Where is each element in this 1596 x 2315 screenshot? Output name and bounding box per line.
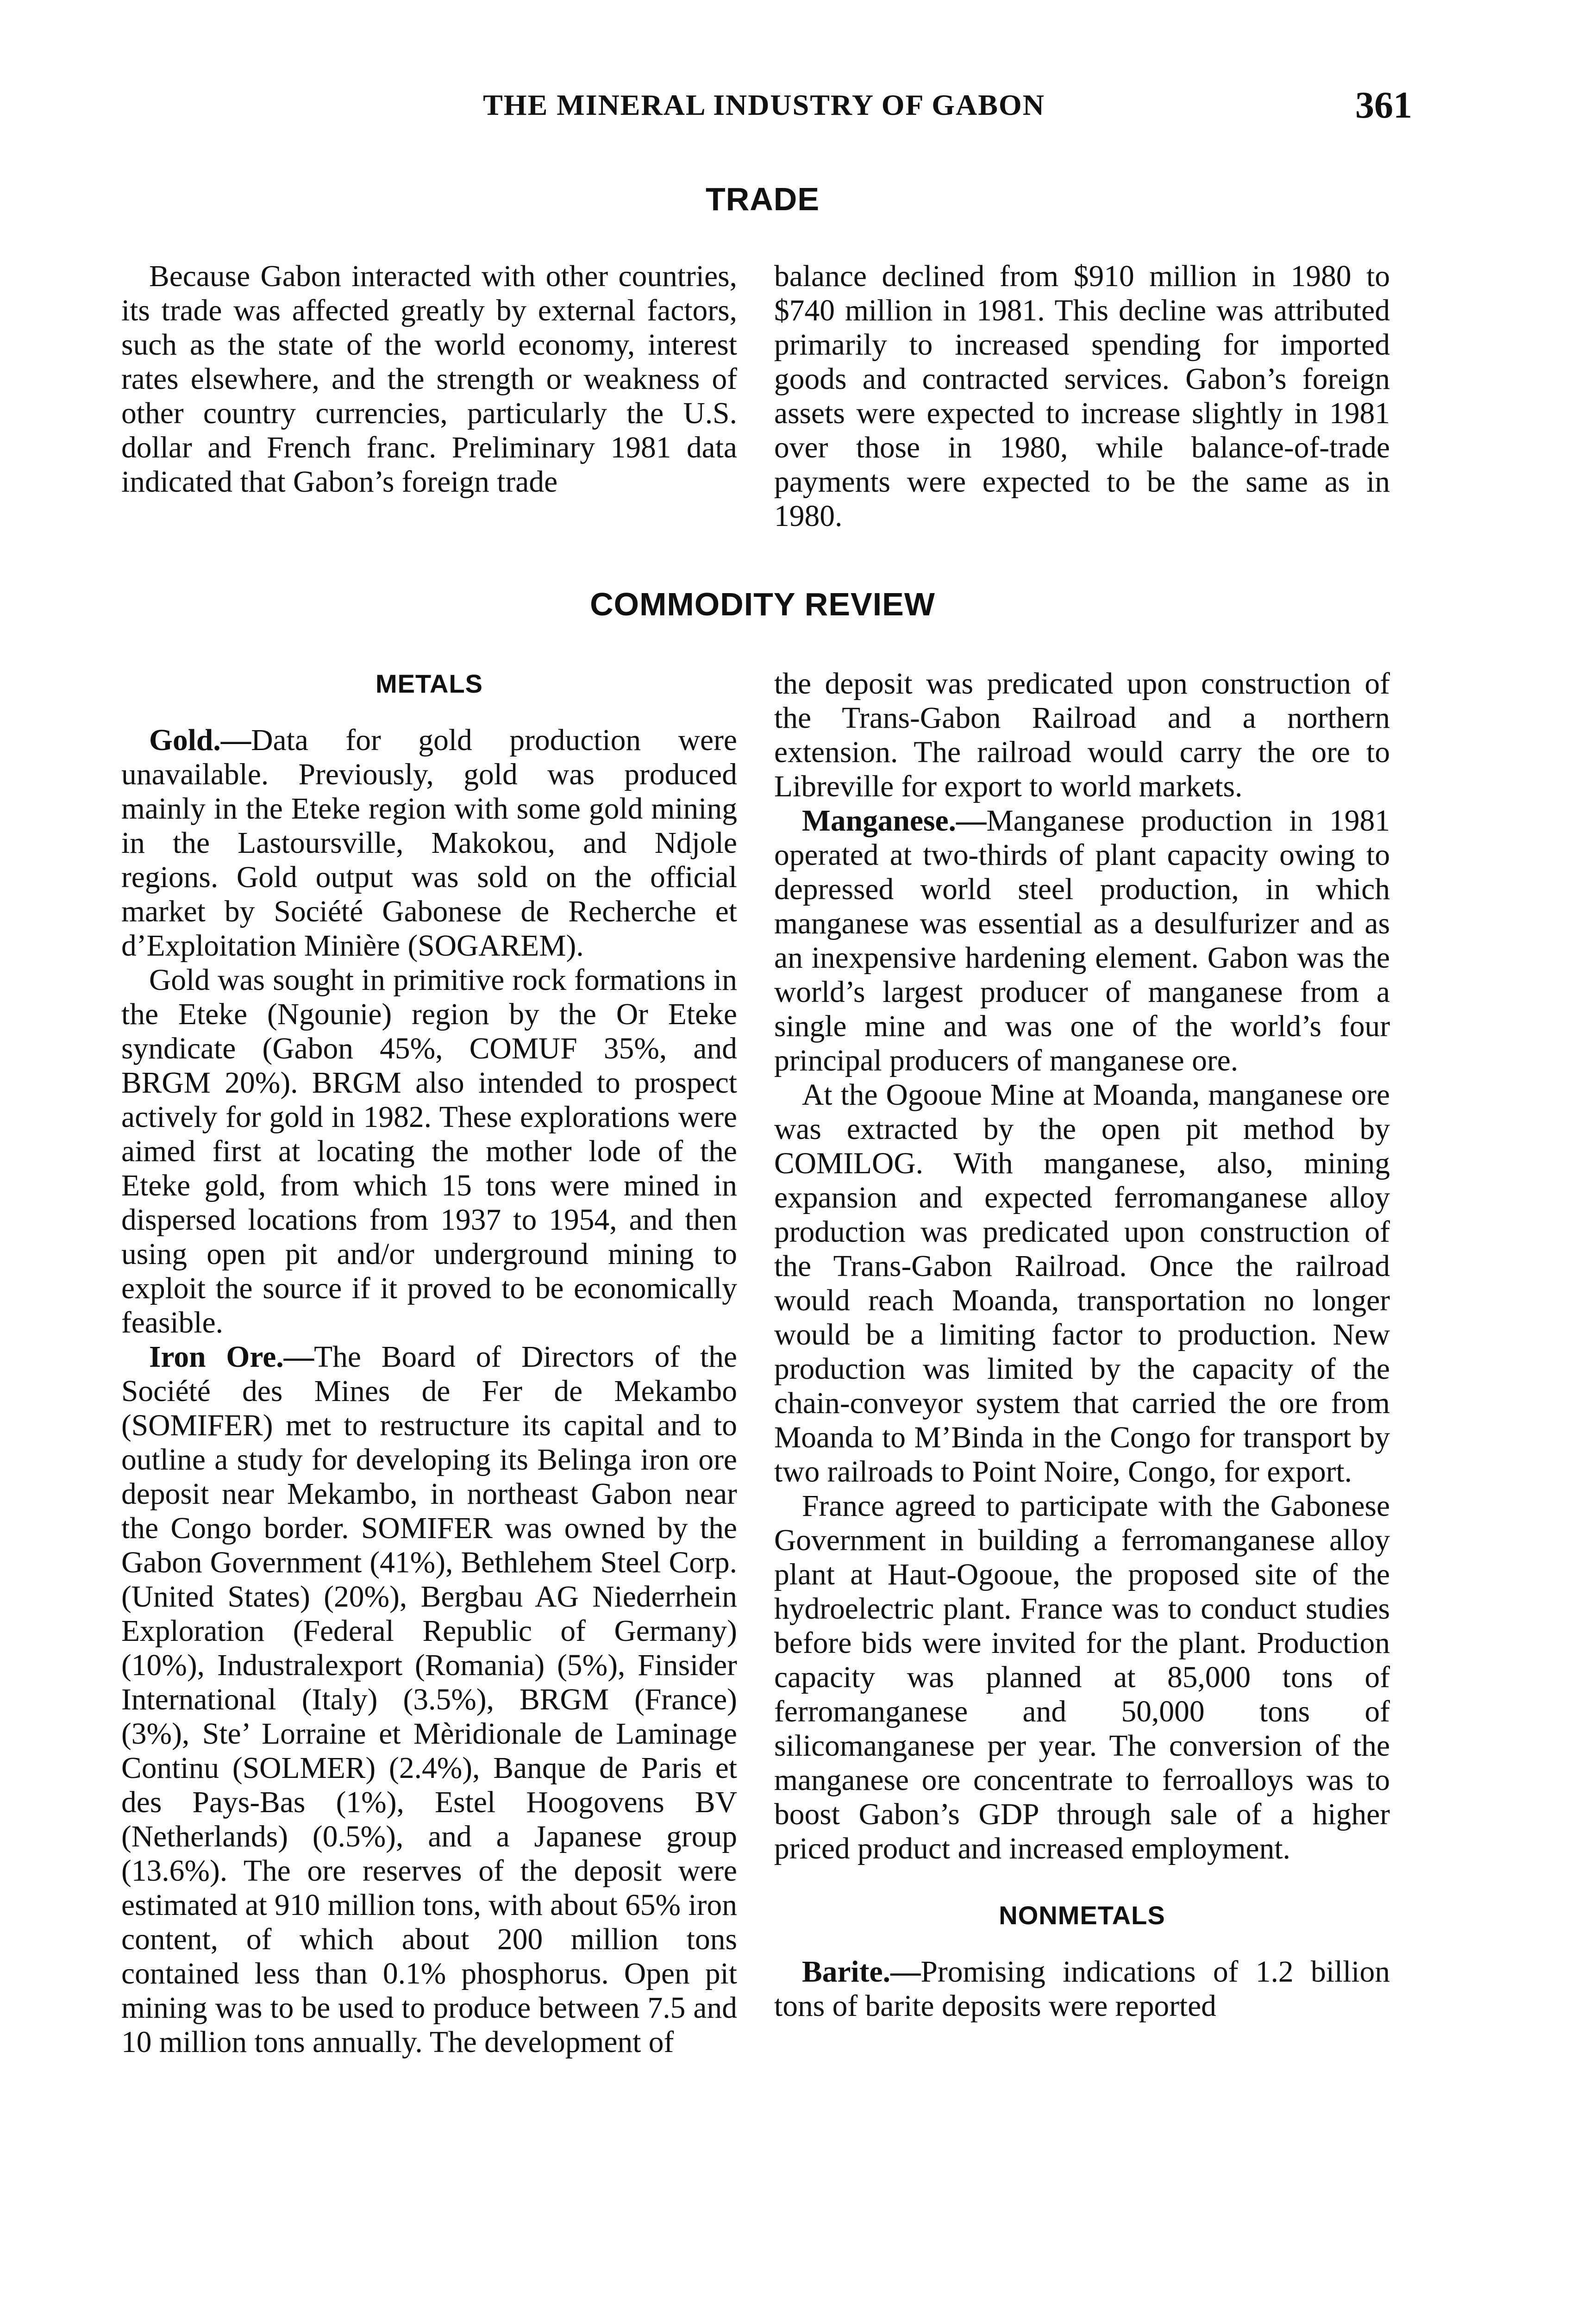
iron-ore-text: The Board of Directors of the Société des Mines de Fer de Mekambo (SOMIFER) met to restructure its capital and to outline a study for developing its Belinga iron ore deposit near Mekambo, in northeast Gabon near the Congo border. SOMIFER was owned by the Gabon Government (41%), Bethlehem Steel Corp. (United States) (20%), Bergbau AG Niederrhein Exploration (Federal Republic of Germany) (10%), Industralexport (Romania) (5%), Finsider International (Italy) (3.5%), BRGM (France) (3%), Ste’ Lorraine et Mèridionale de Laminage Continu (SOLMER) (2.4%), Banque de Paris et des Pays-Bas (1%), Estel Hoogovens BV (Netherlands) (0.5%), and a Japanese group (13.6%). The ore reserves of the deposit were estimated at 910 million tons, with about 65% iron content, of which about 200 million tons contained less than 0.1% phosphorus. Open pit mining was to be used to produce between 7.5 and 10 million tons annually. The development of xyxy=(121,1340,737,2059)
manganese-paragraph-3: France agreed to participate with the Gabonese Government in building a ferromanganese alloy plant at Haut-Ogoouе, the proposed site of the hydroelectric plant. France was to conduct studies before bids were invited for the plant. Production capacity was planned at 85,000 tons of ferromanganese and 50,000 tons of silicomanganese per year. The conversion of the manganese ore concentrate to ferroalloys was to boost Gabon’s GDP through sale of a higher priced product and increased employment. xyxy=(774,1489,1390,1865)
metals-left-column xyxy=(121,667,737,2059)
trade-heading: TRADE xyxy=(705,181,820,217)
iron-ore-paragraph xyxy=(121,1340,737,2059)
nonmetals-heading: NONMETALS xyxy=(999,1901,1165,1930)
manganese-paragraph xyxy=(774,804,1390,1078)
barite-title: Barite.— xyxy=(802,1955,921,1989)
gold-paragraph xyxy=(121,723,737,963)
running-title: THE MINERAL INDUSTRY OF GABON xyxy=(483,88,1045,121)
iron-ore-title: Iron Ore.— xyxy=(149,1340,314,1374)
barite-paragraph xyxy=(774,1955,1390,2023)
commodity-review-heading: COMMODITY REVIEW xyxy=(590,586,935,622)
gold-title: Gold.— xyxy=(149,724,251,757)
trade-right-column xyxy=(774,259,1390,533)
trade-paragraph-left: Because Gabon interacted with other countries, its trade was affected greatly by external factors, such as the state of the world economy, interest rates elsewhere, and the strength or weakness of other country currencies, particularly the U.S. dollar and French franc. Preliminary 1981 data indicated that Gabon’s foreign trade xyxy=(121,260,737,499)
manganese-paragraph-2: At the Ogooue Mine at Moanda, manganese ore was extracted by the open pit method by COMILOG. With manganese, also, mining expansion and expected ferromanganese alloy production was predicated upon construction of the Trans-Gabon Railroad. Once the railroad would reach Moanda, transportation no longer would be a limiting factor to production. New production was limited by the capacity of the chain-conveyor system that carried the ore from Moanda to M’Binda in the Congo for transport by two railroads to Point Noire, Congo, for export. xyxy=(774,1078,1390,1489)
metals-right-column xyxy=(774,667,1390,2023)
iron-ore-continuation: the deposit was predicated upon construction of the Trans-Gabon Railroad and a northern extension. The railroad would carry the ore to Libreville for export to world markets. xyxy=(774,667,1390,803)
barite-text: Promising indications of 1.2 billion tons of barite deposits were reported xyxy=(774,1955,1390,2023)
trade-left-column xyxy=(121,259,737,499)
manganese-text: Manganese production in 1981 operated at two-thirds of plant capacity owing to depressed world steel production, in which manganese was essential as a desulfurizer and as an inexpensive hardening element. Gabon was the world’s largest producer of manganese from a single mine and was one of the world’s four principal producers of manganese ore. xyxy=(774,804,1390,1077)
page-number: 361 xyxy=(1355,84,1412,126)
trade-paragraph-right: balance declined from $910 million in 1980 to $740 million in 1981. This decline was attributed primarily to increased spending for imported goods and contracted services. Gabon’s foreign assets were expected to increase slightly in 1981 over those in 1980, while balance-of-trade payments were expected to be the same as in 1980. xyxy=(774,260,1390,533)
manganese-title: Manganese.— xyxy=(802,804,987,838)
metals-heading: METALS xyxy=(375,669,483,698)
gold-paragraph-2: Gold was sought in primitive rock formations in the Eteke (Ngounie) region by the Or Eteke syndicate (Gabon 45%, COMUF 35%, and BRGM 20%). BRGM also intended to prospect actively for gold in 1982. These explorations were aimed first at locating the mother lode of the Eteke gold, from which 15 tons were mined in dispersed locations from 1937 to 1954, and then using open pit and/or underground mining to exploit the source if it proved to be economically feasible. xyxy=(121,964,737,1339)
gold-text: Data for gold production were unavailable. Previously, gold was produced mainly in the Eteke region with some gold mining in the Lastoursville, Makokou, and Ndjole regions. Gold output was sold on the official market by Société Gabonese de Recherche et d’Exploitation Minière (SOGAREM). xyxy=(121,724,737,963)
